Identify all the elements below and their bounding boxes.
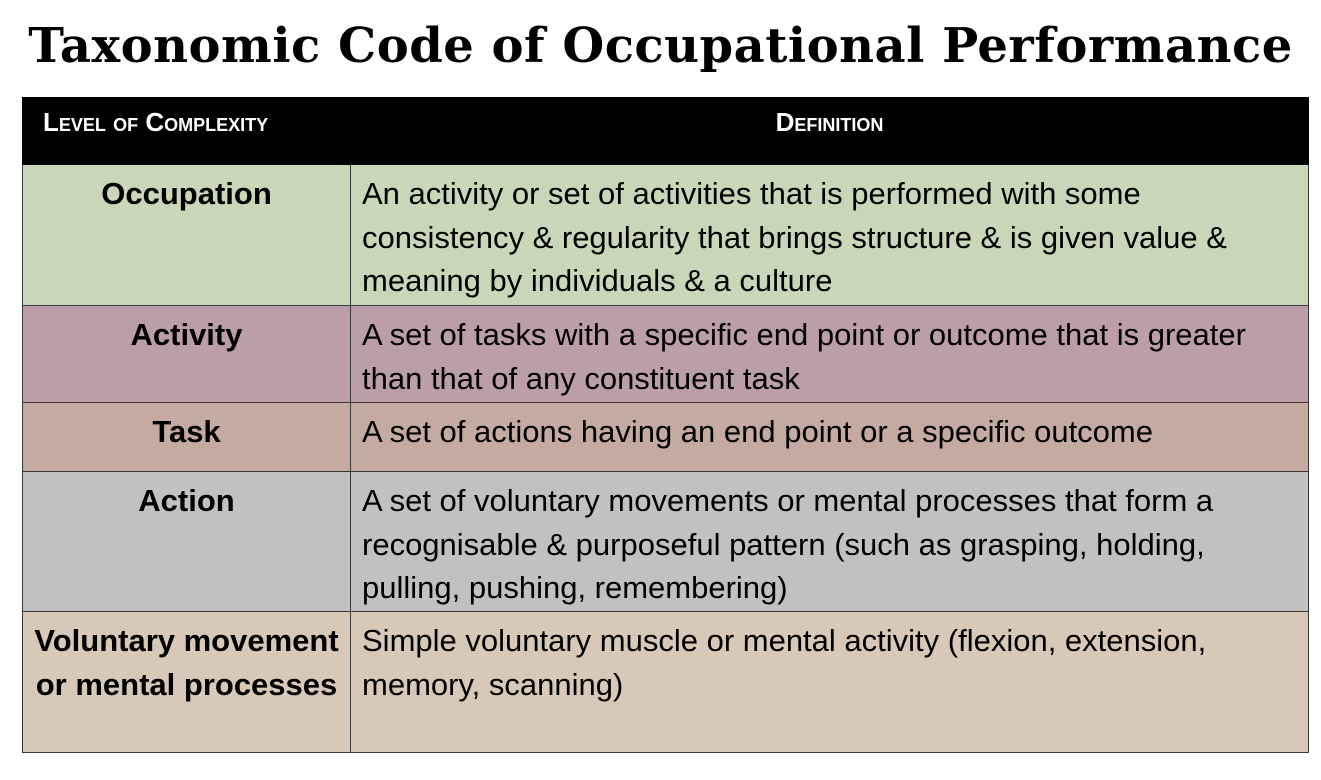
header-definition: Definition [351, 98, 1309, 165]
taxonomy-table [22, 97, 1309, 753]
table-row [23, 403, 1309, 472]
page-title: Taxonomic Code of Occupational Performance [28, 18, 1293, 74]
level-cell: Voluntary movement or mental processes [23, 612, 351, 753]
level-cell: Occupation [23, 165, 351, 306]
definition-cell: A set of voluntary movements or mental processes that form a recognisable & purposeful pattern (such as grasping, holding, pulling, pushing, remembering) [351, 472, 1309, 612]
table-header-row [23, 98, 1309, 165]
table-row [23, 612, 1309, 753]
table-row [23, 165, 1309, 306]
level-cell: Activity [23, 306, 351, 403]
level-cell: Task [23, 403, 351, 472]
table-row [23, 472, 1309, 612]
definition-cell: An activity or set of activities that is performed with some consistency & regularity that brings structure & is given value & meaning by individuals & a culture [351, 165, 1309, 306]
level-cell: Action [23, 472, 351, 612]
definition-cell: A set of tasks with a specific end point or outcome that is greater than that of any constituent task [351, 306, 1309, 403]
definition-cell: Simple voluntary muscle or mental activity (flexion, extension, memory, scanning) [351, 612, 1309, 753]
header-level-of-complexity: Level of Complexity [23, 98, 351, 165]
table-row [23, 306, 1309, 403]
definition-cell: A set of actions having an end point or a specific outcome [351, 403, 1309, 472]
